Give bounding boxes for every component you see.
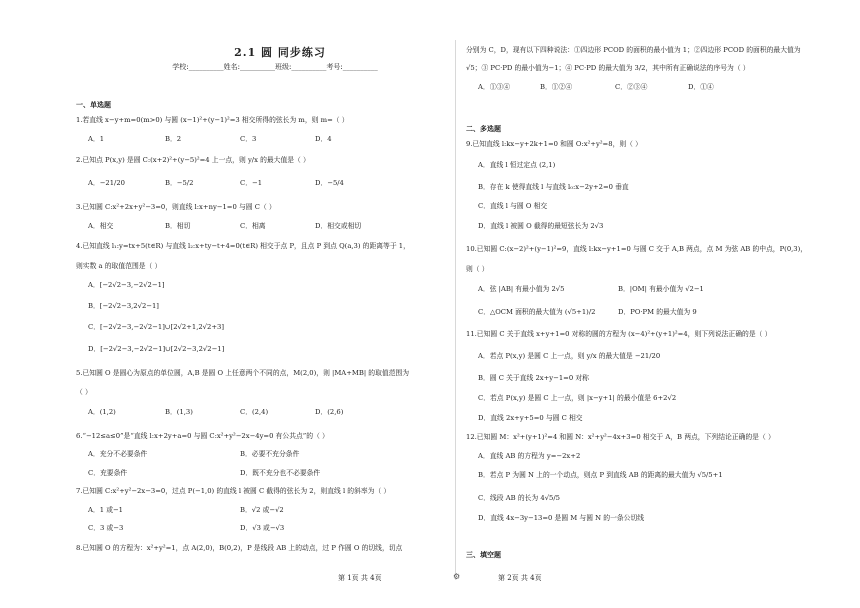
q8-option-b: B．①②④	[540, 83, 573, 91]
q12-option-a: A．直线 AB 的方程为 y=−2x+2	[478, 452, 581, 460]
q8-option-c: C．②③④	[615, 83, 648, 91]
q8-option-a: A．①③④	[478, 83, 511, 91]
q10-option-d: D．PO·PM 的最大值为 9	[618, 308, 697, 316]
q12-option-d: D．直线 4x−3y−13=0 是圆 M 与圆 N 的一条公切线	[478, 514, 645, 522]
question-2-stem: 2.已知点 P(x,y) 是圆 C:(x+2)²+(y−5)²=4 上一点，则 y/x 的最大值是（ ）	[76, 156, 310, 164]
question-1-stem: 1.若直线 x−y+m=0(m>0) 与圆 (x−1)²+(y−1)²=3 相交所得的弦长为 m，则 m=（ ）	[76, 116, 349, 124]
page-title: 2.1 圆 同步练习	[234, 46, 326, 59]
page-number-left: 第 1页 共 4页	[338, 574, 382, 582]
q9-option-a: A．直线 l 恒过定点 (2,1)	[478, 161, 556, 169]
q10-option-b: B．|OM| 有最小值为 √2−1	[618, 285, 704, 293]
question-12-stem: 12.已知圆 M：x²+(y+1)²=4 和圆 N：x²+y²−4x+3=0 相交于 A，B 两点，下列结论正确的是（ ）	[466, 433, 775, 441]
q3-option-b: B．相切	[165, 222, 191, 230]
q11-option-b: B．圆 C 关于直线 2x+y−1=0 对称	[478, 374, 589, 382]
q11-option-d: D．直线 2x+y+5=0 与圆 C 相交	[478, 414, 583, 422]
question-4-stem-line1: 4.已知直线 l₁:y=tx+5(t∈R) 与直线 l₂:x+ty−t+4=0(t∈R) 相交于点 P，且点 P 到点 Q(a,3) 的距离等于 1，	[76, 242, 410, 250]
question-8-cont-line2: √5；③ PC·PD 的最小值为−1；④ PC·PD 的最大值为 3/2，其中所有正确说法的序号为（ ）	[466, 64, 750, 72]
q9-option-c: C．直线 l 与圆 O 相交	[478, 202, 548, 210]
question-11-stem: 11.已知圆 C 关于直线 x+y+1=0 对称的圆的方程为 (x−4)²+(y+1)²=4，则下列说法正确的是（ ）	[466, 330, 772, 338]
section-heading-single-choice: 一、单选题	[76, 100, 111, 109]
q6-option-b: B．必要不充分条件	[240, 450, 300, 458]
question-4-stem-line2: 则实数 a 的取值范围是（ ）	[76, 262, 162, 270]
q11-option-c: C．若点 P(x,y) 是圆 C 上一点，则 |x−y+1| 的最小值是 6+2√2	[478, 394, 677, 402]
q10-option-c: C．△OCM 面积的最大值为 (√5+1)/2	[478, 308, 596, 316]
q6-option-c: C．充要条件	[88, 469, 128, 477]
section-heading-multiple-choice: 二、多选题	[466, 124, 501, 133]
q4-option-d: D．[−2√2−3,−2√2−1]∪[2√2−3,2√2−1]	[88, 345, 225, 353]
q2-option-d: D．−5/4	[315, 179, 344, 187]
student-info-line: 学校:__________姓名:__________班级:__________考号:__________	[172, 63, 378, 71]
page-number-right: 第 2页 共 4页	[498, 574, 542, 582]
question-5-stem-line2: （ ）	[76, 388, 92, 396]
q7-option-c: C．3 或−3	[88, 524, 124, 532]
q5-option-b: B．(1,3)	[165, 408, 193, 416]
question-6-stem: 6.“−12≤a≤0”是“直线 l:x+2y+a=0 与圆 C:x²+y²−2x−4y=0 有公共点”的（ ）	[76, 432, 329, 440]
q8-option-d: D．①④	[688, 83, 714, 91]
q11-option-a: A．若点 P(x,y) 是圆 C 上一点，则 y/x 的最大值是 −21/20	[478, 352, 661, 360]
q1-option-d: D．4	[315, 135, 332, 143]
q2-option-c: C．−1	[240, 179, 263, 187]
question-10-stem-line2: 则（ ）	[466, 265, 489, 273]
q9-option-b: B．存在 k 使得直线 l 与直线 l₀:x−2y+2=0 垂直	[478, 183, 629, 191]
q6-option-d: D．既不充分也不必要条件	[240, 469, 321, 477]
q5-option-c: C．(2,4)	[240, 408, 269, 416]
q10-option-a: A．弦 |AB| 有最小值为 2√5	[478, 285, 565, 293]
gear-icon: ⚙	[453, 572, 461, 581]
question-8-cont-line1: 分别为 C，D，现有以下四种说法：①四边形 PCOD 的面积的最小值为 1；②四边形 PCOD 的面积的最大值为	[466, 46, 801, 54]
q2-option-a: A．−21/20	[88, 179, 125, 187]
question-3-stem: 3.已知圆 C:x²+2x+y²−3=0，则直线 l:x+ny−1=0 与圆 C（ ）	[76, 203, 276, 211]
q3-option-a: A．相交	[88, 222, 114, 230]
q5-option-a: A．(1,2)	[88, 408, 116, 416]
question-9-stem: 9.已知直线 l:kx−y+2k+1=0 和圆 O:x²+y²=8，则（ ）	[466, 140, 642, 148]
q7-option-d: D．√3 或−√3	[240, 524, 285, 532]
section-heading-fill-in: 三、填空题	[466, 550, 501, 559]
q7-option-a: A．1 或−1	[88, 506, 124, 514]
column-divider	[455, 40, 456, 580]
q4-option-a: A．[−2√2−3,−2√2−1]	[88, 281, 165, 289]
q12-option-b: B．若点 P 为圆 N 上的一个动点，则点 P 到直线 AB 的距离的最大值为 √5/5+1	[478, 471, 723, 479]
question-8-stem: 8.已知圆 O 的方程为：x²+y²=1，点 A(2,0)，B(0,2)，P 是线段 AB 上的动点，过 P 作圆 O 的切线，切点	[76, 544, 403, 552]
q3-option-c: C．相离	[240, 222, 266, 230]
q9-option-d: D．直线 l 被圆 O 截得的最短弦长为 2√3	[478, 222, 604, 230]
q12-option-c: C．线段 AB 的长为 4√5/5	[478, 494, 560, 502]
q1-option-c: C．3	[240, 135, 257, 143]
question-10-stem-line1: 10.已知圆 C:(x−2)²+(y−1)²=9，直线 l:kx−y+1=0 与圆 C 交于 A,B 两点，点 M 为弦 AB 的中点，P(0,3)，	[466, 245, 808, 253]
q5-option-d: D．(2,6)	[315, 408, 344, 416]
q3-option-d: D．相交或相切	[315, 222, 362, 230]
question-5-stem-line1: 5.已知圆 O 是圆心为原点的单位圆，A,B 是圆 O 上任意两个不同的点，M(2,0)，则 |MA+MB| 的取值范围为	[76, 369, 410, 377]
q4-option-b: B．[−2√2−3,2√2−1]	[88, 302, 159, 310]
q4-option-c: C．[−2√2−3,−2√2−1]∪[2√2+1,2√2+3]	[88, 323, 225, 331]
q6-option-a: A．充分不必要条件	[88, 450, 148, 458]
question-7-stem: 7.已知圆 C:x²+y²−2x−3=0，过点 P(−1,0) 的直线 l 被圆 C 截得的弦长为 2，则直线 l 的斜率为（ ）	[76, 487, 391, 495]
q2-option-b: B．−5/2	[165, 179, 194, 187]
q1-option-a: A．1	[88, 135, 105, 143]
q7-option-b: B．√2 或−√2	[240, 506, 284, 514]
q1-option-b: B．2	[165, 135, 182, 143]
